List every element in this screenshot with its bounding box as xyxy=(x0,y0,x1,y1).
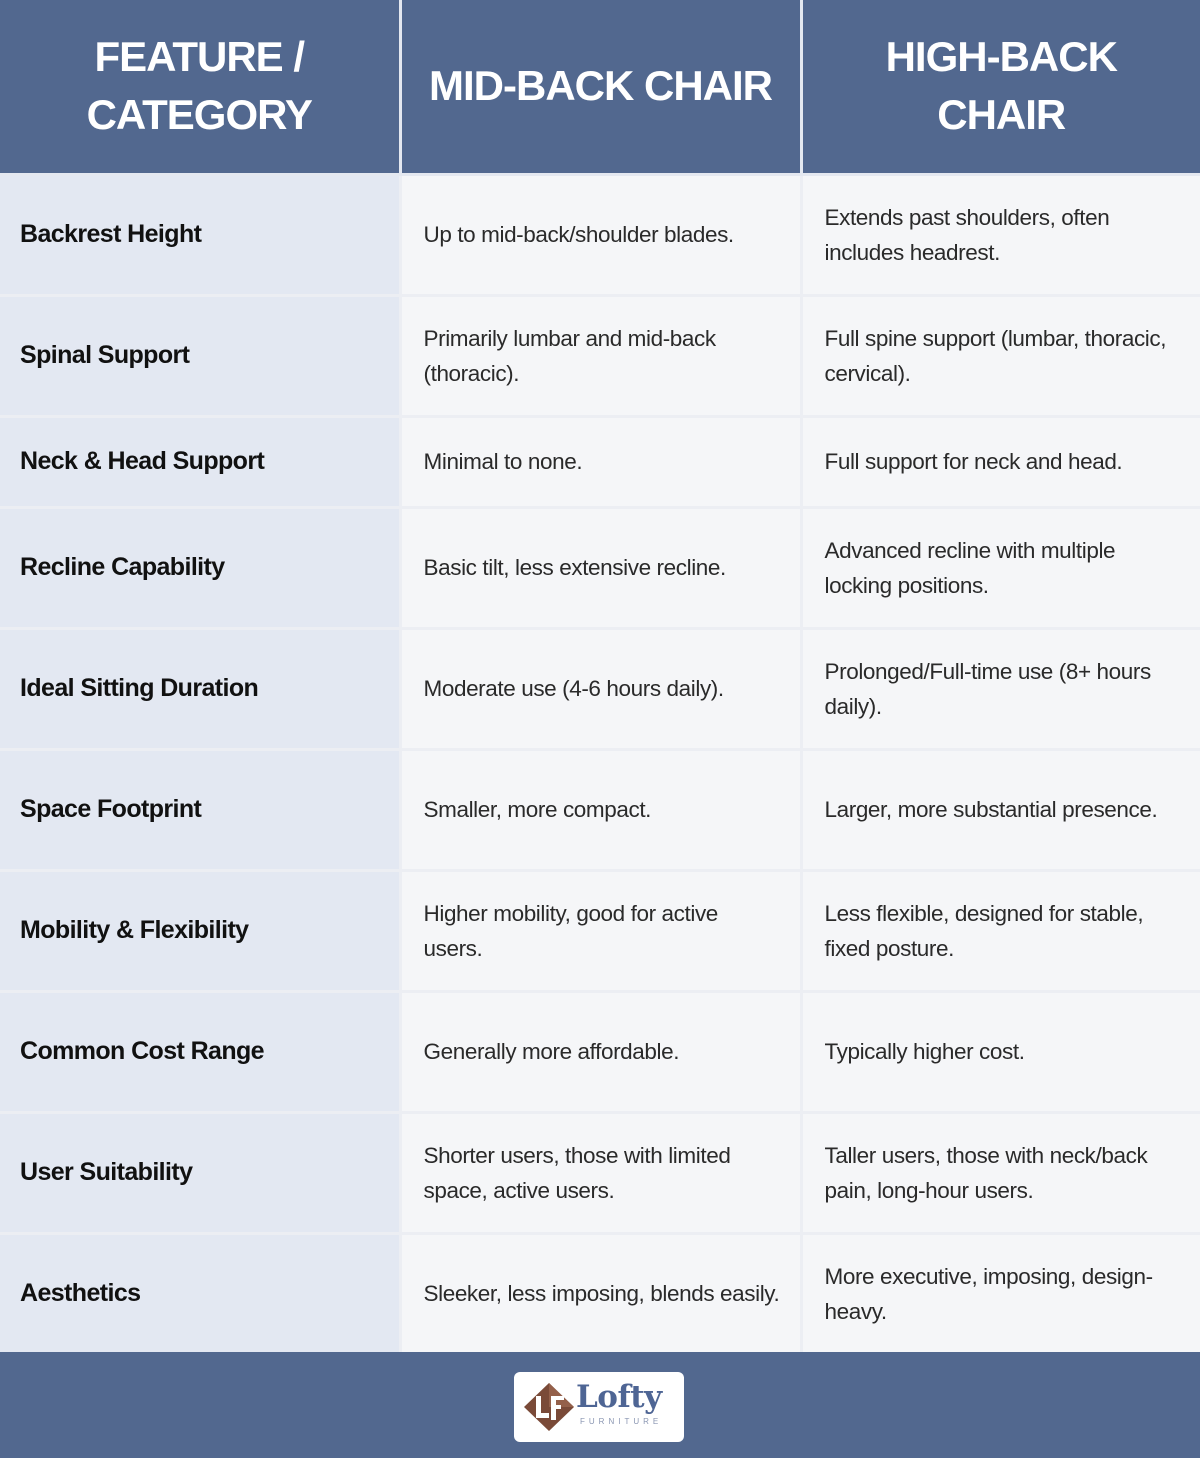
feature-cell: Space Footprint xyxy=(0,749,400,870)
table-row xyxy=(0,991,1200,1112)
high-back-cell: Less flexible, designed for stable, fixed posture. xyxy=(801,870,1200,991)
high-back-cell: Taller users, those with neck/back pain, long-hour users. xyxy=(801,1112,1200,1233)
high-back-cell: Full support for neck and head. xyxy=(801,416,1200,507)
high-back-cell: Extends past shoulders, often includes headrest. xyxy=(801,174,1200,295)
high-back-cell: More executive, imposing, design-heavy. xyxy=(801,1233,1200,1354)
header-feature-category xyxy=(0,0,400,174)
table-row xyxy=(0,1112,1200,1233)
mid-back-cell: Up to mid-back/shoulder blades. xyxy=(400,174,801,295)
feature-cell: Recline Capability xyxy=(0,507,400,628)
table-row xyxy=(0,295,1200,416)
feature-cell: Common Cost Range xyxy=(0,991,400,1112)
table-row xyxy=(0,628,1200,749)
mid-back-cell: Smaller, more compact. xyxy=(400,749,801,870)
high-back-cell: Larger, more substantial presence. xyxy=(801,749,1200,870)
header-feature-line2: CATEGORY xyxy=(86,91,312,139)
feature-cell: User Suitability xyxy=(0,1112,400,1233)
table-row xyxy=(0,416,1200,507)
header-feature-line1: FEATURE / xyxy=(94,33,305,81)
mid-back-cell: Minimal to none. xyxy=(400,416,801,507)
feature-cell: Spinal Support xyxy=(0,295,400,416)
table-row xyxy=(0,507,1200,628)
lf-monogram-icon xyxy=(522,1382,576,1432)
header-high-back-line1: HIGH-BACK xyxy=(885,33,1117,81)
table-row xyxy=(0,749,1200,870)
table-row xyxy=(0,870,1200,991)
header-high-back-line2: CHAIR xyxy=(937,91,1066,139)
feature-cell: Ideal Sitting Duration xyxy=(0,628,400,749)
feature-cell: Mobility & Flexibility xyxy=(0,870,400,991)
feature-cell: Backrest Height xyxy=(0,174,400,295)
mid-back-cell: Sleeker, less imposing, blends easily. xyxy=(400,1233,801,1354)
table-header-row xyxy=(0,0,1200,174)
header-high-back-chair xyxy=(801,0,1200,174)
footer-band xyxy=(0,1352,1200,1458)
high-back-cell: Prolonged/Full-time use (8+ hours daily). xyxy=(801,628,1200,749)
header-mid-back-chair xyxy=(400,0,801,174)
mid-back-cell: Generally more affordable. xyxy=(400,991,801,1112)
mid-back-cell: Shorter users, those with limited space, active users. xyxy=(400,1112,801,1233)
high-back-cell: Typically higher cost. xyxy=(801,991,1200,1112)
table-row xyxy=(0,174,1200,295)
mid-back-cell: Primarily lumbar and mid-back (thoracic). xyxy=(400,295,801,416)
feature-cell: Neck & Head Support xyxy=(0,416,400,507)
mid-back-cell: Moderate use (4-6 hours daily). xyxy=(400,628,801,749)
table-row xyxy=(0,1233,1200,1354)
high-back-cell: Full spine support (lumbar, thoracic, cervical). xyxy=(801,295,1200,416)
mid-back-cell: Basic tilt, less extensive recline. xyxy=(400,507,801,628)
feature-cell: Aesthetics xyxy=(0,1233,400,1354)
lofty-furniture-logo xyxy=(514,1372,684,1442)
mid-back-cell: Higher mobility, good for active users. xyxy=(400,870,801,991)
logo-wordmark: Lofty xyxy=(576,1379,662,1415)
header-mid-back-line1: MID-BACK CHAIR xyxy=(429,62,772,110)
high-back-cell: Advanced recline with multiple locking positions. xyxy=(801,507,1200,628)
logo-tagline: FURNITURE xyxy=(580,1417,663,1426)
